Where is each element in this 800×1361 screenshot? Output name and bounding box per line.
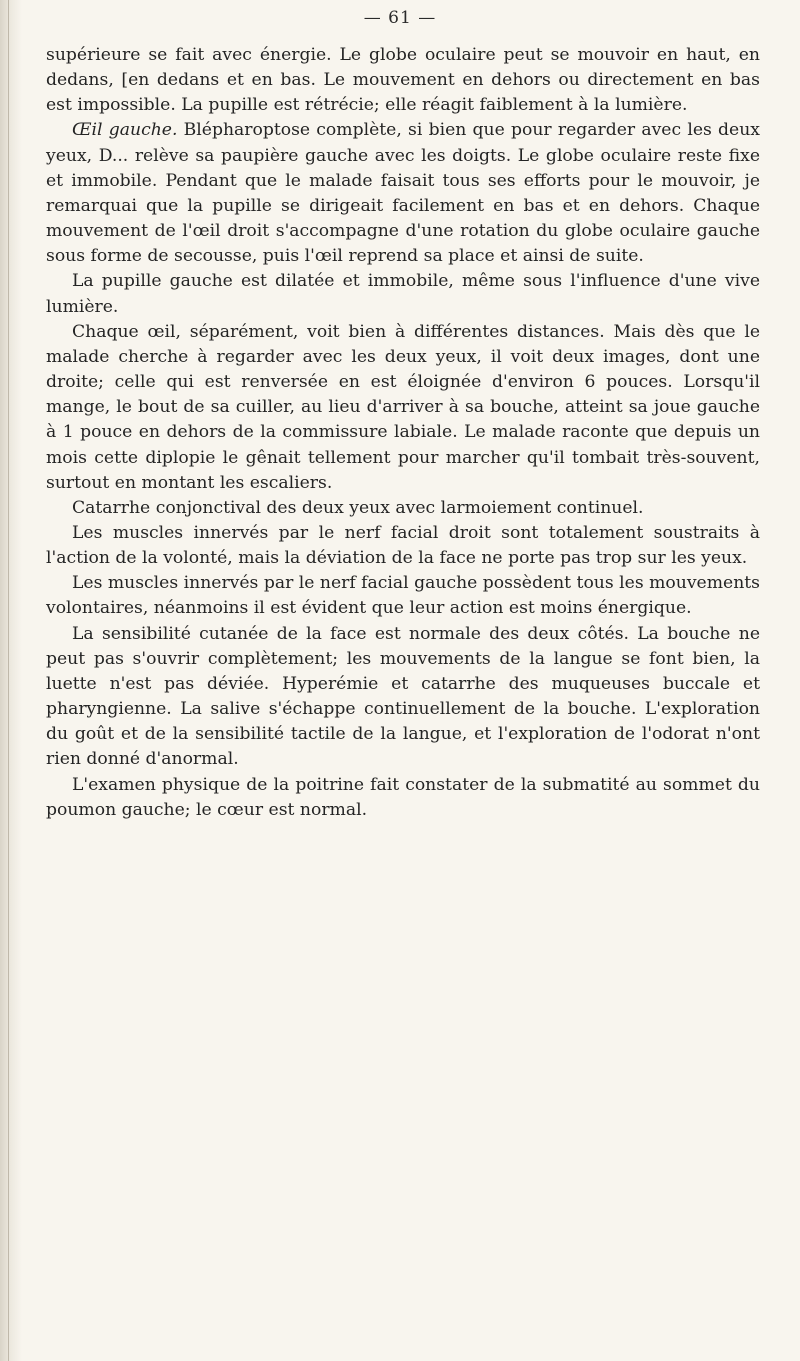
paragraph-3: La pupille gauche est dilatée et immobile, même sous l'influence d'une vive lumière. bbox=[46, 271, 760, 317]
section-lead-oeil-gauche: Œil gauche. bbox=[72, 120, 178, 141]
paragraph-5: Catarrhe conjonctival des deux yeux avec larmoiement continuel. bbox=[72, 497, 644, 518]
paragraph-2-text: Blépharoptose complète, si bien que pour regarder avec les deux yeux, D... relève sa paupière gauche avec les doigts. Le globe oculaire reste fixe et immobile. Pendant que le malade faisait tous ses efforts pour le mouvoir, je remarquai que la pupille se dirigeait facilement en bas et en dehors. Chaque mouvement de l'œil droit s'accompagne d'une rotation du globe oculaire gauche sous forme de secousse, puis l'œil reprend sa place et ainsi de suite. bbox=[46, 120, 760, 267]
paragraph-4: Chaque œil, séparément, voit bien à différentes distances. Mais dès que le malade cherche à regarder avec les deux yeux, il voit deux images, dont une droite; celle qui est renversée en est éloignée d'environ 6 pouces. Lorsqu'il mange, le bout de sa cuiller, au lieu d'arriver à sa bouche, atteint sa joue gauche à 1 pouce en dehors de la commissure labiale. Le malade raconte que depuis un mois cette diplopie le gênait tellement pour marcher qu'il tombait très-souvent, surtout en montant les escaliers. bbox=[46, 321, 760, 493]
body-text bbox=[46, 43, 760, 823]
paragraph-9: L'examen physique de la poitrine fait constater de la submatité au sommet du poumon gauche; le cœur est normal. bbox=[46, 774, 760, 820]
paragraph-2 bbox=[46, 118, 760, 269]
page-number: — 61 — bbox=[363, 8, 437, 28]
paragraph-7: Les muscles innervés par le nerf facial gauche possèdent tous les mouvements volontaires, néanmoins il est évident que leur action est moins énergique. bbox=[46, 573, 760, 619]
paragraph-6: Les muscles innervés par le nerf facial droit sont totalement soustraits à l'action de la volonté, mais la déviation de la face ne porte pas trop sur les yeux. bbox=[46, 522, 760, 569]
paragraph-8: La sensibilité cutanée de la face est normale des deux côtés. La bouche ne peut pas s'ouvrir complètement; les mouvements de la langue se font bien, la luette n'est pas déviée. Hyperémie et catarrhe des muqueuses buccale et pharyngienne. La salive s'échappe continuellement de la bouche. L'exploration du goût et de la sensibilité tactile de la langue, et l'exploration de l'odorat n'ont rien donné d'anormal. bbox=[46, 623, 760, 770]
gutter-edge-line bbox=[8, 0, 9, 1361]
paragraph-1: supérieure se fait avec énergie. Le globe oculaire peut se mouvoir en haut, en dedans, [en dedans et en bas. Le mouvement en dehors ou directement en bas est impossible. La pupille est rétrécie; elle réagit faiblement à la lumière. bbox=[46, 45, 760, 116]
page-gutter bbox=[0, 0, 22, 1361]
